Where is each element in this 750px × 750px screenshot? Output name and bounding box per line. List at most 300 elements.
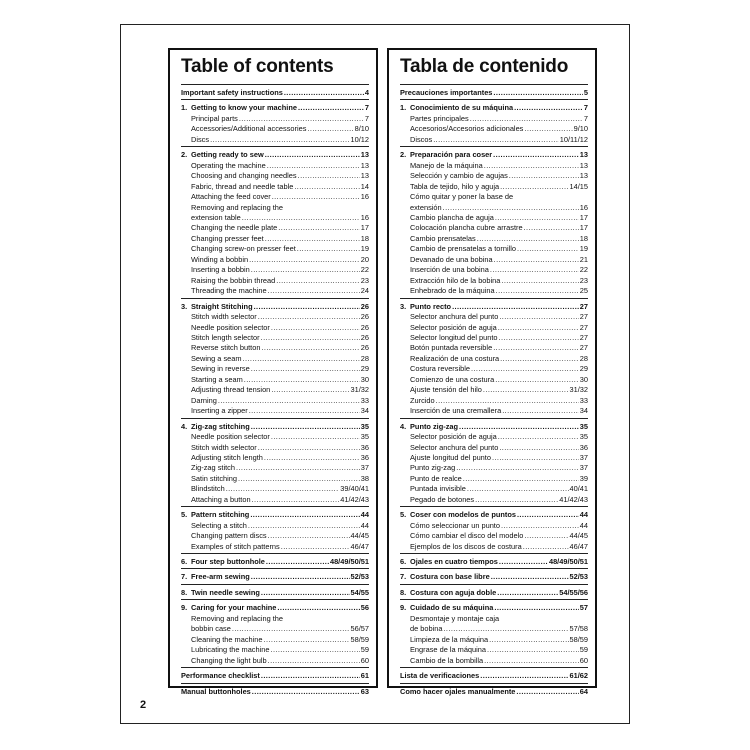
toc-entry-label: Stitch width selector bbox=[191, 312, 257, 322]
toc-entry-label: Extracción hilo de la bobina bbox=[410, 275, 501, 285]
toc-entry-page: 9/10 bbox=[573, 124, 588, 134]
toc-title-english: Table of contents bbox=[181, 56, 334, 77]
toc-entry-label: Ajuste tensión del hilo bbox=[410, 385, 482, 395]
toc-entry-page: 13 bbox=[360, 160, 369, 170]
toc-entry bbox=[181, 588, 369, 598]
toc-subentry bbox=[181, 375, 369, 385]
dot-leader bbox=[239, 114, 364, 124]
dot-leader bbox=[499, 312, 578, 322]
toc-entry-page: 44/45 bbox=[350, 531, 369, 541]
toc-entry-label: Lubricating the machine bbox=[191, 645, 270, 655]
toc-entry bbox=[181, 302, 369, 312]
toc-entry-label: Satin stitching bbox=[191, 473, 238, 483]
toc-section bbox=[181, 599, 369, 667]
dot-leader bbox=[494, 255, 579, 265]
toc-entry-label: Limpieza de la máquina bbox=[410, 634, 489, 644]
toc-entry-label: Punto zig-zag bbox=[410, 463, 456, 473]
toc-entry-page: 39 bbox=[579, 473, 588, 483]
toc-english bbox=[168, 48, 378, 696]
toc-entry bbox=[400, 88, 588, 98]
toc-entry-label: Discos bbox=[410, 134, 433, 144]
toc-section bbox=[400, 506, 588, 553]
toc-entry-page: 31/32 bbox=[350, 385, 369, 395]
toc-subentry bbox=[181, 531, 369, 541]
dot-leader bbox=[456, 463, 579, 473]
dot-leader bbox=[261, 343, 359, 353]
dot-leader bbox=[272, 192, 360, 202]
dot-leader bbox=[226, 484, 340, 494]
toc-entry-page: 19 bbox=[579, 244, 588, 254]
toc-entry-number: 7. bbox=[400, 572, 407, 582]
toc-entry-page: 48/49/50/51 bbox=[548, 557, 588, 567]
toc-entry-page: 36 bbox=[579, 442, 588, 452]
toc-entry bbox=[181, 671, 369, 681]
toc-entry-label: Ajuste longitud del punto bbox=[410, 452, 491, 462]
toc-entry-label: Twin needle sewing bbox=[191, 587, 260, 597]
toc-entry-number: 8. bbox=[400, 587, 407, 597]
toc-subentry bbox=[181, 656, 369, 666]
dot-leader bbox=[524, 124, 572, 134]
dot-leader bbox=[277, 603, 359, 613]
toc-entry-label: Sewing in reverse bbox=[191, 364, 250, 374]
toc-entry-label: Cambio plancha de aguja bbox=[410, 212, 494, 222]
dot-leader bbox=[459, 422, 579, 432]
toc-entry-label: Changing screw-on presser feet bbox=[191, 244, 296, 254]
toc-subentry bbox=[400, 453, 588, 463]
toc-entry-page: 60 bbox=[360, 655, 369, 665]
dot-leader bbox=[484, 161, 579, 171]
toc-entry-page: 41/42/43 bbox=[559, 494, 588, 504]
toc-section bbox=[181, 506, 369, 553]
dot-leader bbox=[251, 422, 360, 432]
dot-leader bbox=[266, 557, 329, 567]
toc-subentry bbox=[181, 542, 369, 552]
toc-entry-page: 16 bbox=[360, 212, 369, 222]
toc-entry-number: 4. bbox=[181, 421, 188, 431]
toc-entry-label: Cómo cambiar el disco del modelo bbox=[410, 531, 524, 541]
toc-entry-label: Zurcido bbox=[410, 395, 435, 405]
toc-subentry bbox=[400, 255, 588, 265]
dot-leader bbox=[248, 521, 360, 531]
toc-entry bbox=[181, 150, 369, 160]
toc-section bbox=[181, 418, 369, 507]
toc-entry bbox=[400, 671, 588, 681]
toc-subentry bbox=[400, 406, 588, 416]
toc-subentry bbox=[181, 645, 369, 655]
toc-entry-label: Punto recto bbox=[410, 301, 452, 311]
dot-leader bbox=[261, 671, 360, 681]
toc-subentry bbox=[400, 432, 588, 442]
toc-entry bbox=[400, 103, 588, 113]
dot-leader bbox=[443, 203, 579, 213]
toc-entry-label: Devanado de una bobina bbox=[410, 254, 493, 264]
toc-entry-page: 36 bbox=[360, 442, 369, 452]
toc-subentry bbox=[400, 244, 588, 254]
toc-entry-label: Important safety instructions bbox=[181, 88, 283, 97]
dot-leader bbox=[210, 135, 349, 145]
toc-subentry bbox=[181, 161, 369, 171]
toc-subentry bbox=[181, 255, 369, 265]
toc-subentry bbox=[400, 364, 588, 374]
toc-entry-label: Realización de una costura bbox=[410, 353, 500, 363]
toc-subentry bbox=[400, 531, 588, 541]
toc-entry-label: extensión bbox=[410, 202, 442, 212]
dot-leader bbox=[471, 364, 579, 374]
toc-entry-page: 18 bbox=[579, 233, 588, 243]
toc-entry-page: 44/45 bbox=[569, 531, 588, 541]
toc-entry-page: 7 bbox=[364, 113, 369, 123]
toc-entry-page: 36 bbox=[360, 452, 369, 462]
toc-entry-page: 13 bbox=[360, 150, 369, 160]
dot-leader bbox=[261, 588, 350, 598]
toc-entry-number: 4. bbox=[400, 421, 407, 431]
dot-leader bbox=[493, 88, 582, 98]
toc-entry bbox=[400, 557, 588, 567]
toc-entry-page: 13 bbox=[579, 171, 588, 181]
toc-entry-number: 9. bbox=[181, 603, 188, 613]
toc-subentry bbox=[181, 484, 369, 494]
dot-leader bbox=[436, 396, 579, 406]
toc-entry-page: 52/53 bbox=[350, 572, 369, 582]
toc-subentry bbox=[181, 364, 369, 374]
toc-entry-label: Cambio de la bombilla bbox=[410, 655, 484, 665]
toc-section bbox=[181, 298, 369, 418]
toc-entry-page: 13 bbox=[579, 150, 588, 160]
toc-subentry bbox=[400, 635, 588, 645]
dot-leader bbox=[495, 375, 579, 385]
toc-entry-label: Adjusting thread tension bbox=[191, 385, 271, 395]
toc-entry-number: 3. bbox=[400, 301, 407, 311]
toc-entry-label: Pattern stitching bbox=[191, 510, 250, 520]
toc-entry-page: 26 bbox=[360, 332, 369, 342]
dot-leader bbox=[264, 453, 360, 463]
toc-section bbox=[181, 99, 369, 146]
dot-leader bbox=[433, 135, 559, 145]
dot-leader bbox=[514, 103, 583, 113]
toc-entry-page: 30 bbox=[579, 374, 588, 384]
toc-subentry bbox=[181, 495, 369, 505]
toc-entry-label: Attaching a button bbox=[191, 494, 251, 504]
toc-entry-page: 52/53 bbox=[569, 572, 588, 582]
toc-section bbox=[400, 568, 588, 583]
dot-leader bbox=[276, 276, 360, 286]
toc-entry-label: Comienzo de una costura bbox=[410, 374, 495, 384]
toc-subentry bbox=[400, 124, 588, 134]
dot-leader bbox=[497, 588, 558, 598]
toc-entry-label: Puntada invisible bbox=[410, 484, 466, 494]
dot-leader bbox=[498, 432, 579, 442]
toc-entry bbox=[400, 572, 588, 582]
toc-subentry bbox=[181, 192, 369, 202]
toc-entry-label: Changing the needle plate bbox=[191, 223, 278, 233]
toc-entry bbox=[400, 687, 588, 697]
dot-leader bbox=[252, 495, 340, 505]
toc-entry bbox=[181, 572, 369, 582]
toc-entry-label: Darning bbox=[191, 395, 217, 405]
toc-entry bbox=[400, 150, 588, 160]
toc-entry-label: Caring for your machine bbox=[191, 603, 277, 613]
toc-entry-label: Accessories/Additional accessories bbox=[191, 124, 307, 134]
toc-entry-page: 8/10 bbox=[354, 124, 369, 134]
toc-subentry bbox=[181, 396, 369, 406]
toc-entry-page: 14/15 bbox=[569, 181, 588, 191]
toc-entry-page: 23 bbox=[579, 275, 588, 285]
toc-subentry bbox=[181, 265, 369, 275]
toc-subentry bbox=[181, 635, 369, 645]
dot-leader bbox=[492, 453, 579, 463]
dot-leader bbox=[491, 572, 569, 582]
toc-entry-page: 38 bbox=[360, 473, 369, 483]
dot-leader bbox=[496, 286, 579, 296]
toc-subentry bbox=[400, 333, 588, 343]
toc-subentry bbox=[181, 343, 369, 353]
toc-entry-page: 26 bbox=[360, 312, 369, 322]
toc-subentry bbox=[400, 276, 588, 286]
toc-entry-label: Cambio prensatelas bbox=[410, 233, 476, 243]
toc-entry-page: 44 bbox=[579, 520, 588, 530]
dot-leader bbox=[480, 671, 568, 681]
toc-entry-label: Selector posición de aguja bbox=[410, 432, 497, 442]
toc-title-spanish: Tabla de contenido bbox=[400, 56, 569, 77]
toc-entry-label: Colocación plancha cubre arrastre bbox=[410, 223, 523, 233]
toc-subentry bbox=[400, 323, 588, 333]
toc-entry-page: 14 bbox=[360, 181, 369, 191]
toc-entry-label: Needle position selector bbox=[191, 432, 270, 442]
dot-leader bbox=[271, 432, 360, 442]
toc-section bbox=[400, 418, 588, 507]
dot-leader bbox=[487, 645, 579, 655]
dot-leader bbox=[523, 542, 569, 552]
dot-leader bbox=[443, 624, 568, 634]
toc-subentry bbox=[181, 124, 369, 134]
toc-entry-label: Threading the machine bbox=[191, 286, 267, 296]
toc-entry-label: Pegado de botones bbox=[410, 494, 475, 504]
toc-subentry bbox=[400, 645, 588, 655]
toc-entry-page: 54/55/56 bbox=[559, 587, 588, 597]
dot-leader bbox=[218, 396, 360, 406]
toc-section bbox=[400, 683, 588, 698]
toc-entry-label: Zig-zag stitching bbox=[191, 421, 250, 431]
toc-entry-label: Fabric, thread and needle table bbox=[191, 181, 294, 191]
toc-entry-page: 33 bbox=[360, 395, 369, 405]
toc-subentry bbox=[400, 265, 588, 275]
toc-subentry bbox=[400, 286, 588, 296]
toc-section bbox=[400, 553, 588, 568]
toc-subentry bbox=[181, 443, 369, 453]
toc-subentry bbox=[400, 354, 588, 364]
toc-subentry bbox=[181, 432, 369, 442]
dot-leader bbox=[509, 171, 579, 181]
toc-entry-label: Como hacer ojales manualmente bbox=[400, 686, 516, 696]
toc-entry-page: 13 bbox=[579, 160, 588, 170]
toc-entry-number: 2. bbox=[400, 150, 407, 160]
dot-leader bbox=[258, 443, 360, 453]
toc-entry-label: Punto de realce bbox=[410, 473, 462, 483]
dot-leader bbox=[470, 114, 583, 124]
toc-entry-page: 17 bbox=[579, 223, 588, 233]
toc-subentry bbox=[400, 161, 588, 171]
dot-leader bbox=[268, 656, 360, 666]
toc-entry-page: 61 bbox=[360, 671, 369, 681]
toc-subentry bbox=[181, 474, 369, 484]
toc-subentry bbox=[181, 521, 369, 531]
toc-subentry bbox=[181, 223, 369, 233]
toc-subentry bbox=[400, 656, 588, 666]
toc-entry-label: Reverse stitch button bbox=[191, 343, 261, 353]
toc-entry-page: 18 bbox=[360, 233, 369, 243]
dot-leader bbox=[463, 474, 579, 484]
toc-section bbox=[400, 599, 588, 667]
toc-entry-page: 17 bbox=[579, 212, 588, 222]
toc-entry-page: 64 bbox=[579, 686, 588, 696]
toc-entry-number: 5. bbox=[181, 510, 188, 520]
toc-entry bbox=[181, 88, 369, 98]
toc-entry-page: 26 bbox=[360, 301, 369, 311]
toc-entry-page: 37 bbox=[360, 463, 369, 473]
toc-section bbox=[400, 584, 588, 599]
toc-subentry bbox=[400, 203, 588, 213]
toc-subentry bbox=[181, 244, 369, 254]
dot-leader bbox=[307, 124, 353, 134]
toc-entry-page: 59 bbox=[579, 645, 588, 655]
toc-entry-label: Costura con base libre bbox=[410, 572, 490, 582]
toc-entry-page: 24 bbox=[360, 286, 369, 296]
toc-entry-page: 7 bbox=[583, 103, 588, 113]
dot-leader bbox=[298, 103, 364, 113]
toc-section bbox=[400, 99, 588, 146]
toc-entry-label: Starting a seam bbox=[191, 374, 243, 384]
toc-entry-label: Selector anchura del punto bbox=[410, 442, 499, 452]
toc-entry-page: 27 bbox=[579, 332, 588, 342]
toc-entry-page: 46/47 bbox=[569, 541, 588, 551]
toc-entry bbox=[181, 103, 369, 113]
toc-entry-label: Inserción de una cremallera bbox=[410, 406, 502, 416]
toc-entry-page: 35 bbox=[579, 432, 588, 442]
dot-leader bbox=[483, 385, 569, 395]
toc-subentry bbox=[181, 323, 369, 333]
toc-entry-page: 28 bbox=[579, 353, 588, 363]
dot-leader bbox=[501, 521, 579, 531]
dot-leader bbox=[517, 510, 579, 520]
toc-entry-page: 58/59 bbox=[350, 634, 369, 644]
dot-leader bbox=[265, 234, 360, 244]
toc-entry-page: 10/12 bbox=[350, 134, 369, 144]
toc-entry-label: bobbin case bbox=[191, 624, 231, 634]
toc-entry-label: Cómo quitar y poner la base de bbox=[410, 192, 514, 202]
toc-entry-label: Ejemplos de los discos de costura bbox=[410, 541, 522, 551]
toc-entry-page: 17 bbox=[360, 223, 369, 233]
dot-leader bbox=[493, 343, 579, 353]
toc-entry-page: 35 bbox=[360, 421, 369, 431]
toc-subentry bbox=[181, 385, 369, 395]
dot-leader bbox=[484, 656, 579, 666]
toc-entry-page: 16 bbox=[360, 192, 369, 202]
toc-subentry bbox=[181, 182, 369, 192]
toc-entry-page: 35 bbox=[360, 432, 369, 442]
toc-subentry bbox=[181, 203, 369, 213]
toc-entry-label: Changing the light bulb bbox=[191, 655, 267, 665]
toc-subentry bbox=[181, 276, 369, 286]
toc-entry bbox=[400, 510, 588, 520]
dot-leader bbox=[498, 323, 579, 333]
toc-entry-label: Winding a bobbin bbox=[191, 254, 249, 264]
toc-entry-page: 13 bbox=[360, 171, 369, 181]
toc-subentry bbox=[400, 463, 588, 473]
toc-entry-number: 9. bbox=[400, 603, 407, 613]
toc-entry-label: Precauciones importantes bbox=[400, 88, 493, 97]
toc-entry bbox=[400, 422, 588, 432]
toc-section bbox=[181, 667, 369, 682]
dot-leader bbox=[452, 302, 579, 312]
toc-entry-page: 37 bbox=[579, 463, 588, 473]
toc-entry-page: 56/57 bbox=[350, 624, 369, 634]
toc-entry bbox=[400, 588, 588, 598]
toc-subentry bbox=[400, 542, 588, 552]
toc-subentry bbox=[400, 396, 588, 406]
toc-entry-page: 44 bbox=[579, 510, 588, 520]
toc-entry-label: Getting to know your machine bbox=[191, 103, 297, 113]
toc-entry-page: 23 bbox=[360, 275, 369, 285]
toc-subentry bbox=[181, 234, 369, 244]
toc-entry-page: 37 bbox=[579, 452, 588, 462]
toc-subentry bbox=[400, 375, 588, 385]
dot-leader bbox=[236, 463, 360, 473]
toc-entry-page: 35 bbox=[579, 421, 588, 431]
toc-subentry bbox=[181, 171, 369, 181]
toc-entry-label: Selector anchura del punto bbox=[410, 312, 499, 322]
dot-leader bbox=[475, 495, 558, 505]
toc-subentry bbox=[400, 182, 588, 192]
toc-entry-label: Costura con aguja doble bbox=[410, 587, 497, 597]
toc-entry-page: 48/49/50/51 bbox=[329, 557, 369, 567]
toc-subentry bbox=[181, 333, 369, 343]
toc-sections-english bbox=[181, 84, 369, 698]
dot-leader bbox=[499, 443, 578, 453]
toc-section bbox=[181, 84, 369, 99]
toc-entry-label: Partes principales bbox=[410, 113, 469, 123]
dot-leader bbox=[499, 557, 548, 567]
toc-entry-page: 57/58 bbox=[569, 624, 588, 634]
toc-entry-label: de bobina bbox=[410, 624, 443, 634]
dot-leader bbox=[258, 312, 360, 322]
toc-entry-label: Selector longitud del punto bbox=[410, 332, 498, 342]
toc-entry bbox=[181, 510, 369, 520]
dot-leader bbox=[232, 624, 350, 634]
toc-entry-page: 27 bbox=[579, 301, 588, 311]
toc-entry-label: Selecting a stitch bbox=[191, 520, 247, 530]
dot-leader bbox=[250, 510, 359, 520]
toc-entry bbox=[181, 557, 369, 567]
toc-entry-page: 10/11/12 bbox=[559, 134, 588, 144]
toc-entry-page: 33 bbox=[579, 395, 588, 405]
dot-leader bbox=[270, 645, 359, 655]
toc-entry-label: Botón puntada reversible bbox=[410, 343, 493, 353]
toc-entry-page: 61/62 bbox=[569, 671, 588, 681]
toc-entry-page: 58/59 bbox=[569, 634, 588, 644]
toc-entry-page: 26 bbox=[360, 322, 369, 332]
toc-entry-label: Raising the bobbin thread bbox=[191, 275, 276, 285]
toc-entry-page: 29 bbox=[360, 364, 369, 374]
toc-subentry bbox=[400, 443, 588, 453]
toc-entry-label: Needle position selector bbox=[191, 322, 270, 332]
dot-leader bbox=[493, 150, 579, 160]
toc-entry-label: Desmontaje y montaje caja bbox=[410, 613, 500, 623]
toc-entry-label: Selector posición de aguja bbox=[410, 322, 497, 332]
toc-subentry bbox=[181, 213, 369, 223]
dot-leader bbox=[251, 364, 360, 374]
toc-entry-label: Principal parts bbox=[191, 113, 238, 123]
toc-entry-label: Cambio de prensatelas a tornillo bbox=[410, 244, 516, 254]
